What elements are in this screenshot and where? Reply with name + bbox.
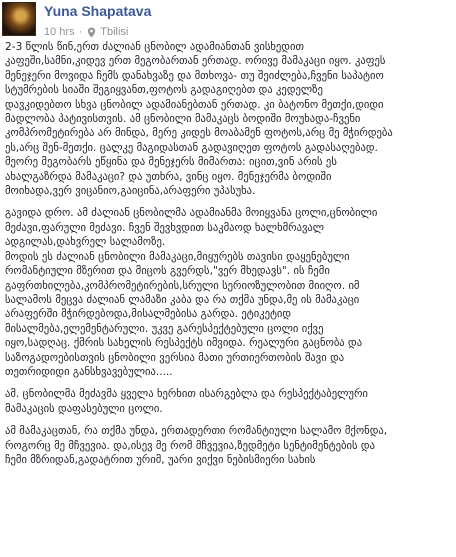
post-text-line: გავიდა დრო. ამ ძალიან ცნობილმა ადამიანმა მოიყვანა ცოლი,ცნობილი (5, 207, 378, 220)
post-text-line: არაფერში მჭირდებოდა,მისალმებისა გარდა. ეტიკეტიდ (5, 308, 292, 321)
meta-separator: · (78, 26, 83, 38)
post-text-line: ამ მამაკაცთან, რა თქმა უნდა, ერთადერთი რომანტიული სალამო მქონდა, (5, 425, 388, 438)
location-pin-icon (86, 27, 97, 38)
post-text-line: იყო,სადღაც. ქმრის სახელის რესპექტს იმვიდა. რეალური გაცნობა და (5, 337, 363, 350)
post-location[interactable]: Tbilisi (100, 26, 129, 38)
post-paragraph (5, 40, 452, 198)
post-text-line: ეს,არც შენ-მეთქი. ცალკე მაგიდასთან გადავიღეთ ფოტოს გადასაღებად. (5, 141, 378, 154)
post-paragraph (5, 424, 452, 467)
post-paragraph (5, 206, 452, 379)
post-text-line: საზოგადოებისთვის ცნობილი ვერსია მათი ურთიერთობის შავი და (5, 351, 345, 364)
post-text-line: მენეჯერი მოვიდა ჩემს დანახვაზე და მთხოვა- თუ შეიძლება,ჩვენი საპატიო (5, 69, 384, 82)
post-text-line: მამაკაცის დაფასებული ცოლი. (5, 402, 163, 415)
post-text-line: მოდის ეს ძალიან ცნობილი მამაკაცი,მიყურებს თავისი დაყენებული (5, 250, 350, 263)
author-avatar[interactable] (2, 2, 36, 36)
post-text-line: 2-3 წლის წინ,ერთ ძალიან ცნობილ ადამიანთან ვისხედით (5, 41, 304, 53)
post-text-line: მისალმება,ელემენტარული. უკვე გარესპექტებული ცოლი იქვე (5, 322, 324, 335)
post-text-line: ჩემი მზრიდან,გადატრით ურიმ, უარი ვიქვი ნებისმიერი სახის (5, 453, 316, 466)
post-text-line: გაფრთხილება,კომპრომეტირების,სრული სერიოზულობით მიიღო. იმ (5, 279, 360, 292)
post-text-line: მეორე მეგობარს ეწყინა და მენეჯერს მიმართა: იცით,ვინ არის ეს (5, 156, 337, 169)
post-text-line: მეძავი,ფარული მეძავი. ჩვენ შევხვდით საკმაოდ ხალხმრავალ (5, 221, 325, 234)
post-text-line: კომპრომეტირება არ მინდა, მერე კიდეს მოაბამენ ფოტოს,არც მე მჭირდება (5, 127, 393, 140)
post-text-line: მოიხადა,ვერ ვიცანიო,გაიცინა,არაფერი უპასუხა. (5, 185, 256, 198)
post-text-line: რომანტიული მზერით და მიცოს გვერდს,"ვერ მხედავს". ის ჩემი (5, 265, 330, 278)
post-text-line: ამ. ცნობილმა მეძავმა ყველა ხერხით ისარგებლა და რესპექტაბელური (5, 388, 368, 401)
post-text-line: სტუმრების სიაში შეგიყვანთ,ფოტოს გადაგიღებთ და კედელზე (5, 84, 323, 97)
post-time[interactable]: 10 hrs (44, 26, 75, 38)
post-paragraph (5, 387, 452, 416)
post-text-line: კაფეში,სამნი,კიდევ ერთ მეგობართან ერთად. ორივე მამაკაცი იყო. კაფეს (5, 55, 386, 68)
post-meta (44, 25, 128, 39)
post-body (5, 40, 452, 475)
post-text-line: დავკიდებთო სხვა ცნობილ ადამიანებთან ერთად. კი ბატონო მეთქი,დიდი (5, 98, 384, 111)
post-text-line: მადლობა პატივისთვის. ამ ცნობილი მამაკაცს ბოდიში მოუხადა-ჩვენი (5, 113, 361, 126)
post-text-line: სალამოს მეცვა ძალიან ლამაზი კაბა და რა თქმა უნდა,მე ის მამაკაცი (5, 293, 360, 306)
post-header (0, 0, 456, 44)
post-text-line: ადგილას,დახვრელ სალამოზე. (5, 236, 166, 249)
post-text-line: ახალგაზრდა მამაკაცი? და უთხრა, ვინც იყო. მენეჯერმა ბოდიში (5, 170, 332, 183)
post-text-line: როგორც მე მჩვევია. და,ისევ მე რომ მჩვევია,ზედმეტი სენტიმენტების და (5, 439, 375, 452)
author-name[interactable]: Yuna Shapatava (44, 3, 152, 19)
post-text-line: თეთრიდიდი განსხვავებულია..... (5, 365, 173, 378)
